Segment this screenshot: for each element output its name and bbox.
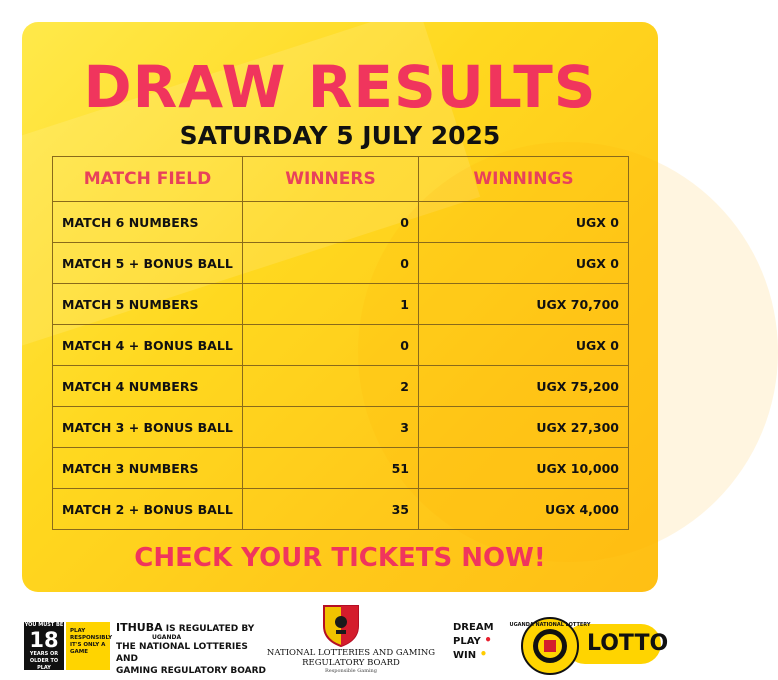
play-slogan-text: PLAY xyxy=(453,636,481,647)
winnings-cell: UGX 70,700 xyxy=(419,284,629,325)
match-field-cell: MATCH 4 NUMBERS xyxy=(53,366,243,407)
regulatory-board-crest-icon xyxy=(320,602,362,648)
responsibly-text: RESPONSIBLY xyxy=(70,635,113,641)
match-field-cell: MATCH 3 NUMBERS xyxy=(53,448,243,489)
regulator-name-line1: THE NATIONAL LOTTERIES AND xyxy=(116,642,248,664)
check-tickets-banner: CHECK YOUR TICKETS NOW! xyxy=(134,543,546,573)
winnings-cell: UGX 27,300 xyxy=(419,407,629,448)
winners-cell: 0 xyxy=(243,325,419,366)
table-row xyxy=(53,243,629,284)
age-number: 18 xyxy=(29,628,59,652)
ithuba-brand: ITHUBA xyxy=(116,621,163,634)
age-bottom-text: YEARS OR OLDER TO PLAY xyxy=(29,651,59,671)
match-field-cell: MATCH 3 + BONUS BALL xyxy=(53,407,243,448)
column-header-match-field: MATCH FIELD xyxy=(53,157,243,202)
page-title: DRAW RESULTS xyxy=(83,53,597,121)
match-field-cell: MATCH 4 + BONUS BALL xyxy=(53,325,243,366)
winnings-cell: UGX 4,000 xyxy=(419,489,629,530)
regulated-by-text: IS REGULATED BY xyxy=(165,624,255,634)
table-row xyxy=(53,366,629,407)
winnings-cell: UGX 10,000 xyxy=(419,448,629,489)
logo-ring-text: UGANDA NATIONAL LOTTERY xyxy=(509,622,591,628)
match-field-cell: MATCH 2 + BONUS BALL xyxy=(53,489,243,530)
age-top-text: YOU MUST BE xyxy=(24,622,64,628)
winners-cell: 0 xyxy=(243,243,419,284)
winners-cell: 2 xyxy=(243,366,419,407)
winners-cell: 1 xyxy=(243,284,419,325)
play-responsibly-badge xyxy=(66,622,113,670)
match-field-cell: MATCH 5 + BONUS BALL xyxy=(53,243,243,284)
match-field-cell: MATCH 6 NUMBERS xyxy=(53,202,243,243)
regulation-notice xyxy=(116,622,266,677)
board-line-2: REGULATORY BOARD xyxy=(302,658,400,668)
winners-cell: 51 xyxy=(243,448,419,489)
red-dot-icon: • xyxy=(484,633,492,647)
winnings-cell: UGX 75,200 xyxy=(419,366,629,407)
board-line-1: NATIONAL LOTTERIES AND GAMING xyxy=(266,648,436,658)
uganda-national-lottery-logo-icon xyxy=(509,616,591,676)
ithuba-sub: UGANDA xyxy=(152,634,182,641)
table-row xyxy=(53,448,629,489)
winners-cell: 0 xyxy=(243,202,419,243)
match-field-cell: MATCH 5 NUMBERS xyxy=(53,284,243,325)
footer xyxy=(0,600,680,680)
table-row xyxy=(53,284,629,325)
winnings-cell: UGX 0 xyxy=(419,325,629,366)
only-a-game-text: IT'S ONLY A GAME xyxy=(70,642,106,655)
table-row xyxy=(53,489,629,530)
draw-date: SATURDAY 5 JULY 2025 xyxy=(179,121,501,150)
dream-text: DREAM xyxy=(453,622,494,633)
winners-cell: 3 xyxy=(243,407,419,448)
lotto-text: LOTTO xyxy=(587,631,669,656)
winners-cell: 35 xyxy=(243,489,419,530)
column-header-winnings: WINNINGS xyxy=(419,157,629,202)
results-table xyxy=(52,156,629,530)
age-restriction-badge xyxy=(24,622,64,670)
table-row xyxy=(53,407,629,448)
win-text: WIN xyxy=(453,650,477,661)
table-row xyxy=(53,202,629,243)
column-header-winners: WINNERS xyxy=(243,157,419,202)
table-row xyxy=(53,325,629,366)
winnings-cell: UGX 0 xyxy=(419,202,629,243)
board-tagline: Responsible Gaming xyxy=(325,668,377,674)
dream-play-win-slogan xyxy=(453,622,513,662)
regulatory-board-name xyxy=(266,648,436,675)
table-header-row xyxy=(53,157,629,202)
play-text: PLAY xyxy=(70,628,86,634)
winnings-cell: UGX 0 xyxy=(419,243,629,284)
yellow-dot-icon: • xyxy=(479,647,488,661)
results-card xyxy=(22,22,658,592)
regulator-name-line2: GAMING REGULATORY BOARD xyxy=(116,666,266,676)
